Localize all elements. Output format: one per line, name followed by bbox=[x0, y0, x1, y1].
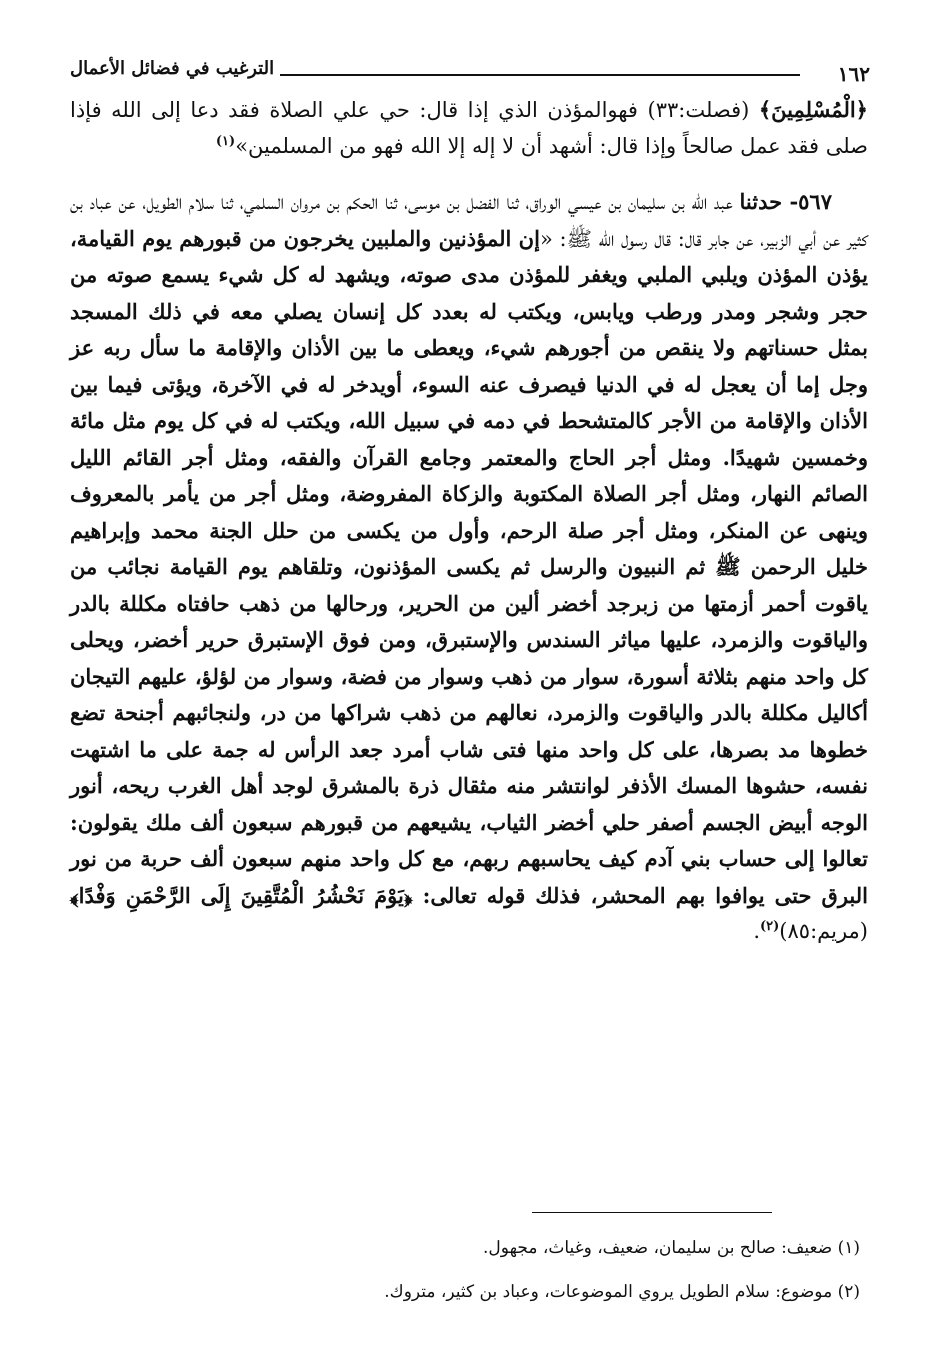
footnote-2: (٢) موضوع: سلام الطويل يروي الموضوعات، وعباد بن كثير، متروك. bbox=[384, 1282, 860, 1302]
intro-paragraph bbox=[70, 92, 868, 164]
footnote-ref-1: (١) bbox=[215, 133, 236, 149]
footnotes bbox=[70, 1234, 868, 1322]
footnote-ref-2: (٢) bbox=[760, 919, 780, 934]
running-title: الترغيب في فضائل الأعمال bbox=[70, 58, 275, 79]
isnad-lead: حدثنا bbox=[739, 189, 790, 214]
footnote-1: (١) ضعيف: صالح بن سليمان، ضعيف، وغياث، مجهول. bbox=[483, 1238, 860, 1258]
quran-word: ﴿الْمُسْلِمِينَ﴾ bbox=[758, 97, 868, 122]
page-number: ١٦٢ bbox=[837, 62, 870, 86]
quran-reference: (مريم:٨٥) bbox=[779, 919, 868, 943]
hadith-number: ٥٦٧- bbox=[789, 189, 832, 214]
intro-text: (فصلت:٣٣) فهوالمؤذن الذي إذا قال: حي علي الصلاة فقد دعا إلى الله فإذا صلى فقد عمل صالحاً وإذا قال: أشهد أن لا إله إلا الله فهو من المسلمين» bbox=[70, 98, 868, 158]
hadith-ending: . bbox=[753, 919, 760, 943]
quran-verse: ﴿يَوْمَ نَحْشُرُ الْمُتَّقِينَ إِلَى الرَّحْمَنِ وَفْدًا﴾ bbox=[70, 882, 413, 908]
page-header bbox=[70, 52, 870, 88]
hadith-paragraph bbox=[70, 184, 868, 950]
isnad-text: عبد الله بن سليمان بن عيسي الوراق، ثنا الفضل بن موسى، ثنا الحكم بن مروان السلمي، ثنا سلام الطويل، عن عباد بن كثير عن أبي الزبير، عن جابر قال: قال رسول الله ﷺ: « bbox=[70, 190, 868, 251]
header-rule bbox=[280, 74, 800, 76]
footnote-separator bbox=[532, 1212, 772, 1213]
main-text bbox=[70, 92, 868, 950]
matn-text: إن المؤذنين والملبين يخرجون من قبورهم يوم القيامة، يؤذن المؤذن ويلبي الملبي ويغفر للمؤذن مدى صوته، ويشهد له كل شيء يسمع صوته من حجر وشجر ومدر ورطب ويابس، ويكتب له بعدد كل إنسان يصلي معه في ذلك المسجد بمثل حسناتهم ولا ينقص من أجورهم شيء، ويعطى ما بين الأذان والإقامة ما سأل ربه عز وجل إما أن يعجل له في الدنيا فيصرف عنه السوء، أويدخر له في الآخرة، ويؤتى فيما بين الأذان والإقامة من الأجر كالمتشحط في دمه في سبيل الله، ويكتب له في كل يوم مثل مائة وخمسين شهيدًا. ومثل أجر الحاج والمعتمر وجامع القرآن والفقه، ومثل أجر القائم الليل الصائم النهار، ومثل أجر الصلاة المكتوبة والزكاة المفروضة، ومثل أجر من يأمر بالمعروف وينهى عن المنكر، ومثل أجر صلة الرحم، وأول من يكسى من حلل الجنة محمد وإبراهيم خليل الرحمن ﷺ ثم النبيون والرسل ثم يكسى المؤذنون، وتلقاهم يوم القيامة نجائب من ياقوت أحمر أزمتها من زبرجد أخضر ألين من الحرير، ورحالها من ذهب حافتاه مكللة بالدر والياقوت والزمرد، عليها مياثر السندس والإستبرق، ومن فوق الإستبرق حرير أخضر، ويحلى كل واحد منهم بثلاثة أسورة، سوار من ذهب وسوار من فضة، وسوار من لؤلؤ، عليهم التيجان أكاليل مكللة بالدر والياقوت والزمرد، نعالهم من ذهب شراكها من در، ولنجائبهم أجنحة تضع خطوها مد بصرها، على كل واحد منها فتى شاب أمرد جعد الرأس له جمة على ما اشتهت نفسه، حشوها المسك الأذفر لوانتشر منه مثقال ذرة بالمشرق لوجد أهل الغرب ريحه، أنور الوجه أبيض الجسم أصفر حلي أخضر الثياب، يشيعهم من قبورهم سبعون ألف ملك يقولون: تعالوا إلى حساب بني آدم كيف يحاسبهم ربهم، مع كل واحد منهم سبعون ألف حربة من نور البرق حتى يوافوا بهم المحشر، فذلك قوله تعالى: bbox=[70, 225, 869, 908]
